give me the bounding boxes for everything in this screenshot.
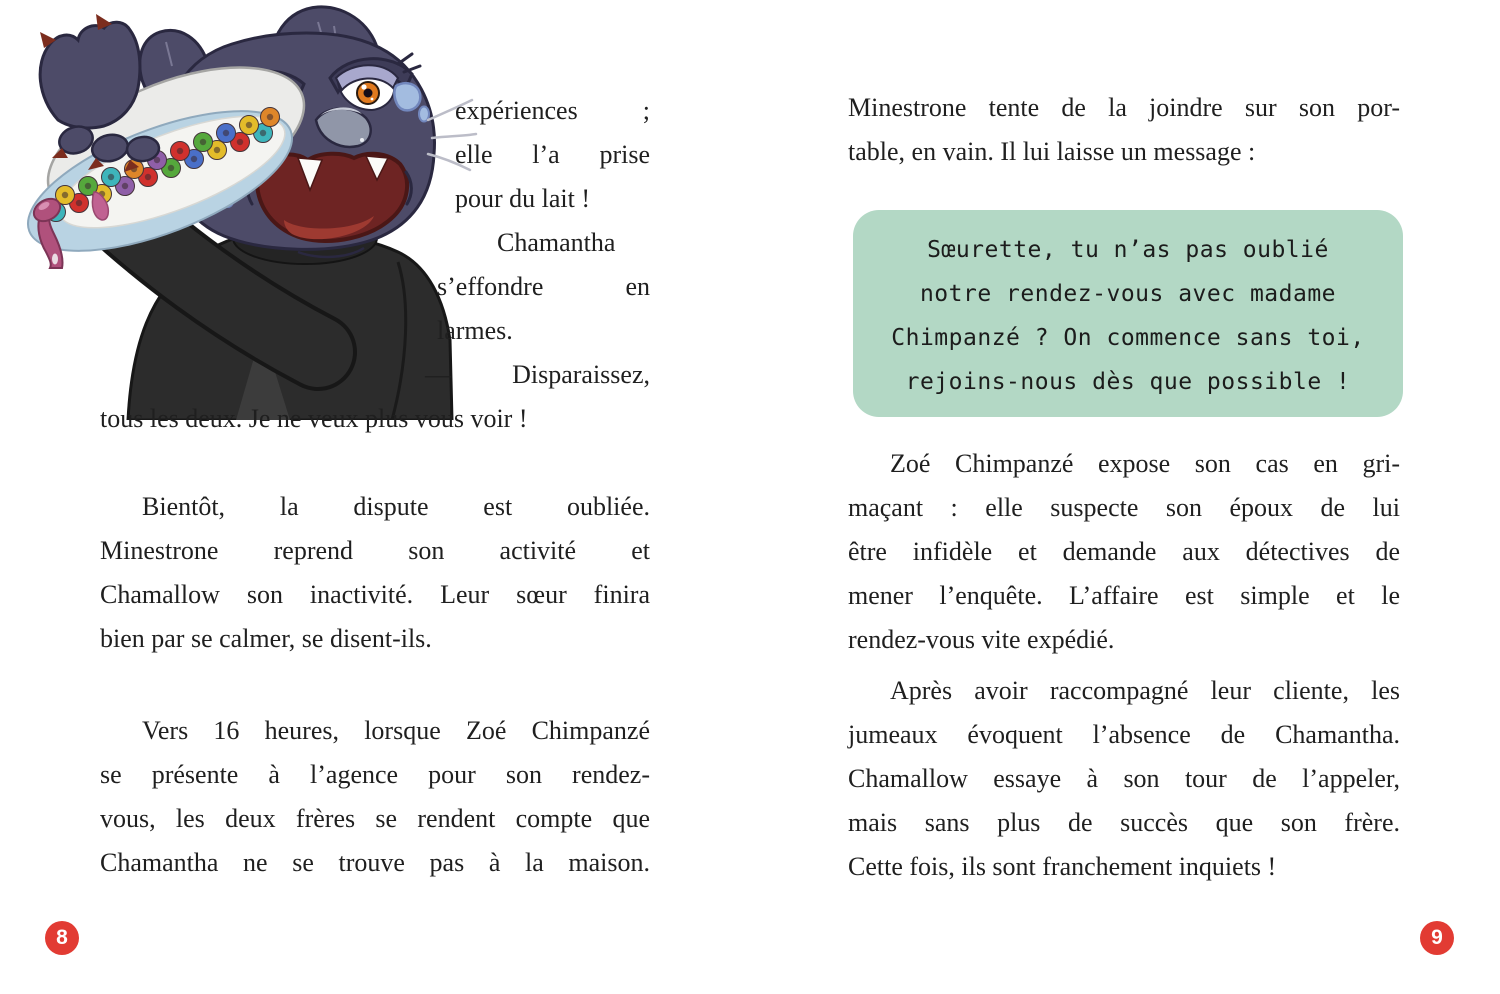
text-line: mener l’enquête. L’affaire est simple et le	[848, 581, 1400, 610]
text-line: s’effondre en	[437, 272, 650, 301]
text-line: vous, les deux frères se rendent compte que	[100, 804, 650, 833]
text-line: expériences ;	[455, 96, 650, 125]
page-number: 9	[1431, 926, 1443, 949]
left-wrap-text	[100, 89, 650, 441]
text-line: se présente à l’agence pour son rendez-	[100, 760, 650, 789]
text-line: Après avoir raccompagné leur cliente, les	[890, 676, 1400, 705]
text-line: notre rendez-vous avec madame	[919, 281, 1337, 307]
text-line: Chamallow son inactivité. Leur sœur finira	[100, 580, 650, 609]
text-line: tous les deux. Je ne veux plus vous voir !	[100, 404, 528, 433]
right-paragraph-2	[848, 442, 1400, 662]
text-line: rejoins-nous dès que possible !	[905, 369, 1351, 395]
text-line: elle l’a prise	[455, 140, 650, 169]
page-number-badge-right	[1420, 921, 1454, 955]
left-paragraph-1	[100, 485, 650, 661]
sms-message-box	[853, 210, 1403, 417]
text-line: être infidèle et demande aux détectives de	[848, 537, 1400, 566]
left-paragraph-2	[100, 709, 650, 885]
page-number: 8	[56, 926, 68, 949]
text-line: jumeaux évoquent l’absence de Chamantha.	[848, 720, 1400, 749]
text-line: Zoé Chimpanzé expose son cas en gri-	[890, 449, 1400, 478]
text-line: larmes.	[437, 316, 513, 345]
text-line: pour du lait !	[455, 184, 591, 213]
text-line: Chamantha ne se trouve pas à la maison.	[100, 848, 650, 877]
text-line: Sœurette, tu n’as pas oublié	[927, 237, 1329, 263]
text-line: Chamantha	[497, 228, 616, 257]
text-line: — Disparaissez,	[425, 360, 650, 389]
text-line: Chimpanzé ? On commence sans toi,	[891, 325, 1365, 351]
text-line: bien par se calmer, se disent-ils.	[100, 624, 432, 653]
sms-message-text	[877, 228, 1379, 404]
text-line: Minestrone tente de la joindre sur son por-	[848, 93, 1400, 122]
text-line: Minestrone reprend son activité et	[100, 536, 650, 565]
text-line: Vers 16 heures, lorsque Zoé Chimpanzé	[142, 716, 650, 745]
text-line: maçant : elle suspecte son époux de lui	[848, 493, 1400, 522]
page-right	[750, 0, 1500, 994]
right-paragraph-1	[848, 86, 1400, 174]
text-line: Bientôt, la dispute est oubliée.	[142, 492, 650, 521]
text-line: rendez-vous vite expédié.	[848, 625, 1115, 654]
text-line: table, en vain. Il lui laisse un message :	[848, 137, 1256, 166]
right-paragraph-3	[848, 669, 1400, 889]
text-line: Cette fois, ils sont franchement inquiets !	[848, 852, 1277, 881]
text-line: Chamallow essaye à son tour de l’appeler,	[848, 764, 1400, 793]
page-number-badge-left	[45, 921, 79, 955]
text-line: mais sans plus de succès que son frère.	[848, 808, 1400, 837]
